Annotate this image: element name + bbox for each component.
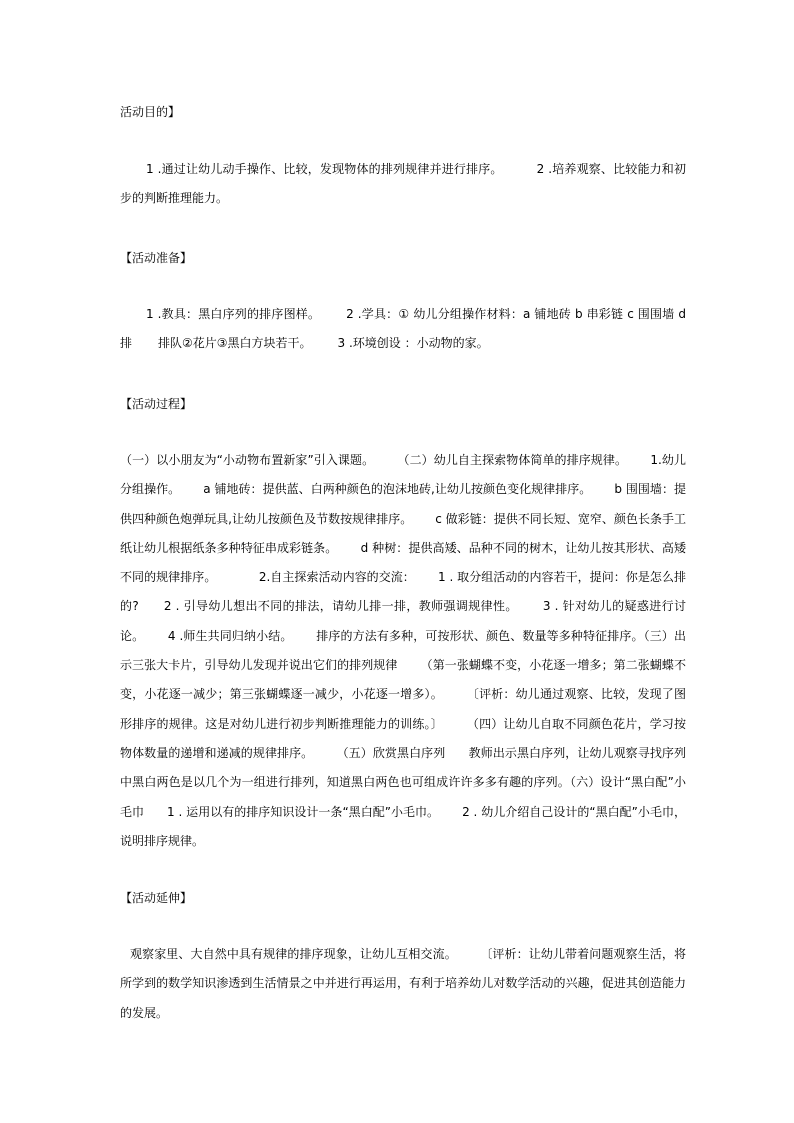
goal-paragraph (120, 155, 686, 214)
prep-item-3: 3 .环境创设 ：小动物的家。 (337, 336, 489, 351)
goal-heading: 活动目的】 (120, 105, 181, 119)
prep-paragraph (120, 300, 686, 359)
prep-heading: 【活动准备】 (120, 251, 193, 265)
prep-item-2: 2 .学具：① 幼儿分组操作材料：a 铺地砖 b 串彩链 c 围围墙 d 排 (120, 307, 686, 351)
goal-item-1: 1 .通过让幼儿动手操作、比较，发现物体的排列规律并进行排序。 (146, 162, 503, 176)
prep-item-2-cont: 排队②花片③黑白方块若干。 (158, 336, 312, 351)
extension-heading: 【活动延伸】 (120, 891, 193, 905)
process-heading: 【活动过程】 (120, 397, 193, 411)
goal-item-2: 2 .培养观察、比较能力和初步的判断推理能力。 (120, 162, 686, 206)
extension-paragraph: 观察家里、大自然中具有规律的排序现象，让幼儿互相交流。 〔评析：让幼儿带着问题观察生活，将所学到的数学知识渗透到生活情景之中并进行再运用，有利于培养幼儿对数学活动的兴趣，促进其创造能力的发展。 (120, 947, 686, 1020)
prep-item-1: 1 .教具：黑白序列的排序图样。 (146, 307, 321, 321)
process-paragraph: （一）以小朋友为“小动物布置新家”引入课题。 （二）幼儿自主探索物体简单的排序规律。 1.幼儿分组操作。 a 铺地砖：提供蓝、白两种颜色的泡沫地砖,让幼儿按颜色变化规律排序。 b 围围墙：提供四种颜色炮弹玩具,让幼儿按颜色及节数按规律排序。 c 做彩链：提供不同长短、宽窄、颜色长条手工纸让幼儿根据纸条多种特征串成彩链条。 d 种树：提供高矮、品种不同的树木，让幼儿按其形状、高矮不同的规律排序。 2.自主探索活动内容的交流： 1 . 取分组活动的内容若干，提问：你是怎么排的? 2 . 引导幼儿想出不同的排法，请幼儿排一排，教师强调规律性。 3 . 针对幼儿的疑惑进行讨论。 4 .师生共同归纳小结。 排序的方法有多种，可按形状、颜色、数量等多种特征排序。（三）出示三张大卡片，引导幼儿发现并说出它们的排列规律 （第一张蝴蝶不变，小花逐一增多；第二张蝴蝶不变，小花逐一减少；第三张蝴蝶逐一减少，小花逐一增多）。 〔评析：幼儿通过观察、比较，发现了图形排序的规律。这是对幼儿进行初步判断推理能力的训练。〕 （四）让幼儿自取不同颜色花片，学习按物体数量的递增和递减的规律排序。 （五）欣赏黑白序列 教师出示黑白序列，让幼儿观察寻找序列中黑白两色是以几个为一组进行排列，知道黑白两色也可组成许许多多有趣的序列。（六）设计“黑白配”小毛巾 1 . 运用以有的排序知识设计一条“黑白配”小毛巾。 2 . 幼儿介绍自己设计的“黑白配”小毛巾，说明排序规律。 (120, 453, 686, 848)
